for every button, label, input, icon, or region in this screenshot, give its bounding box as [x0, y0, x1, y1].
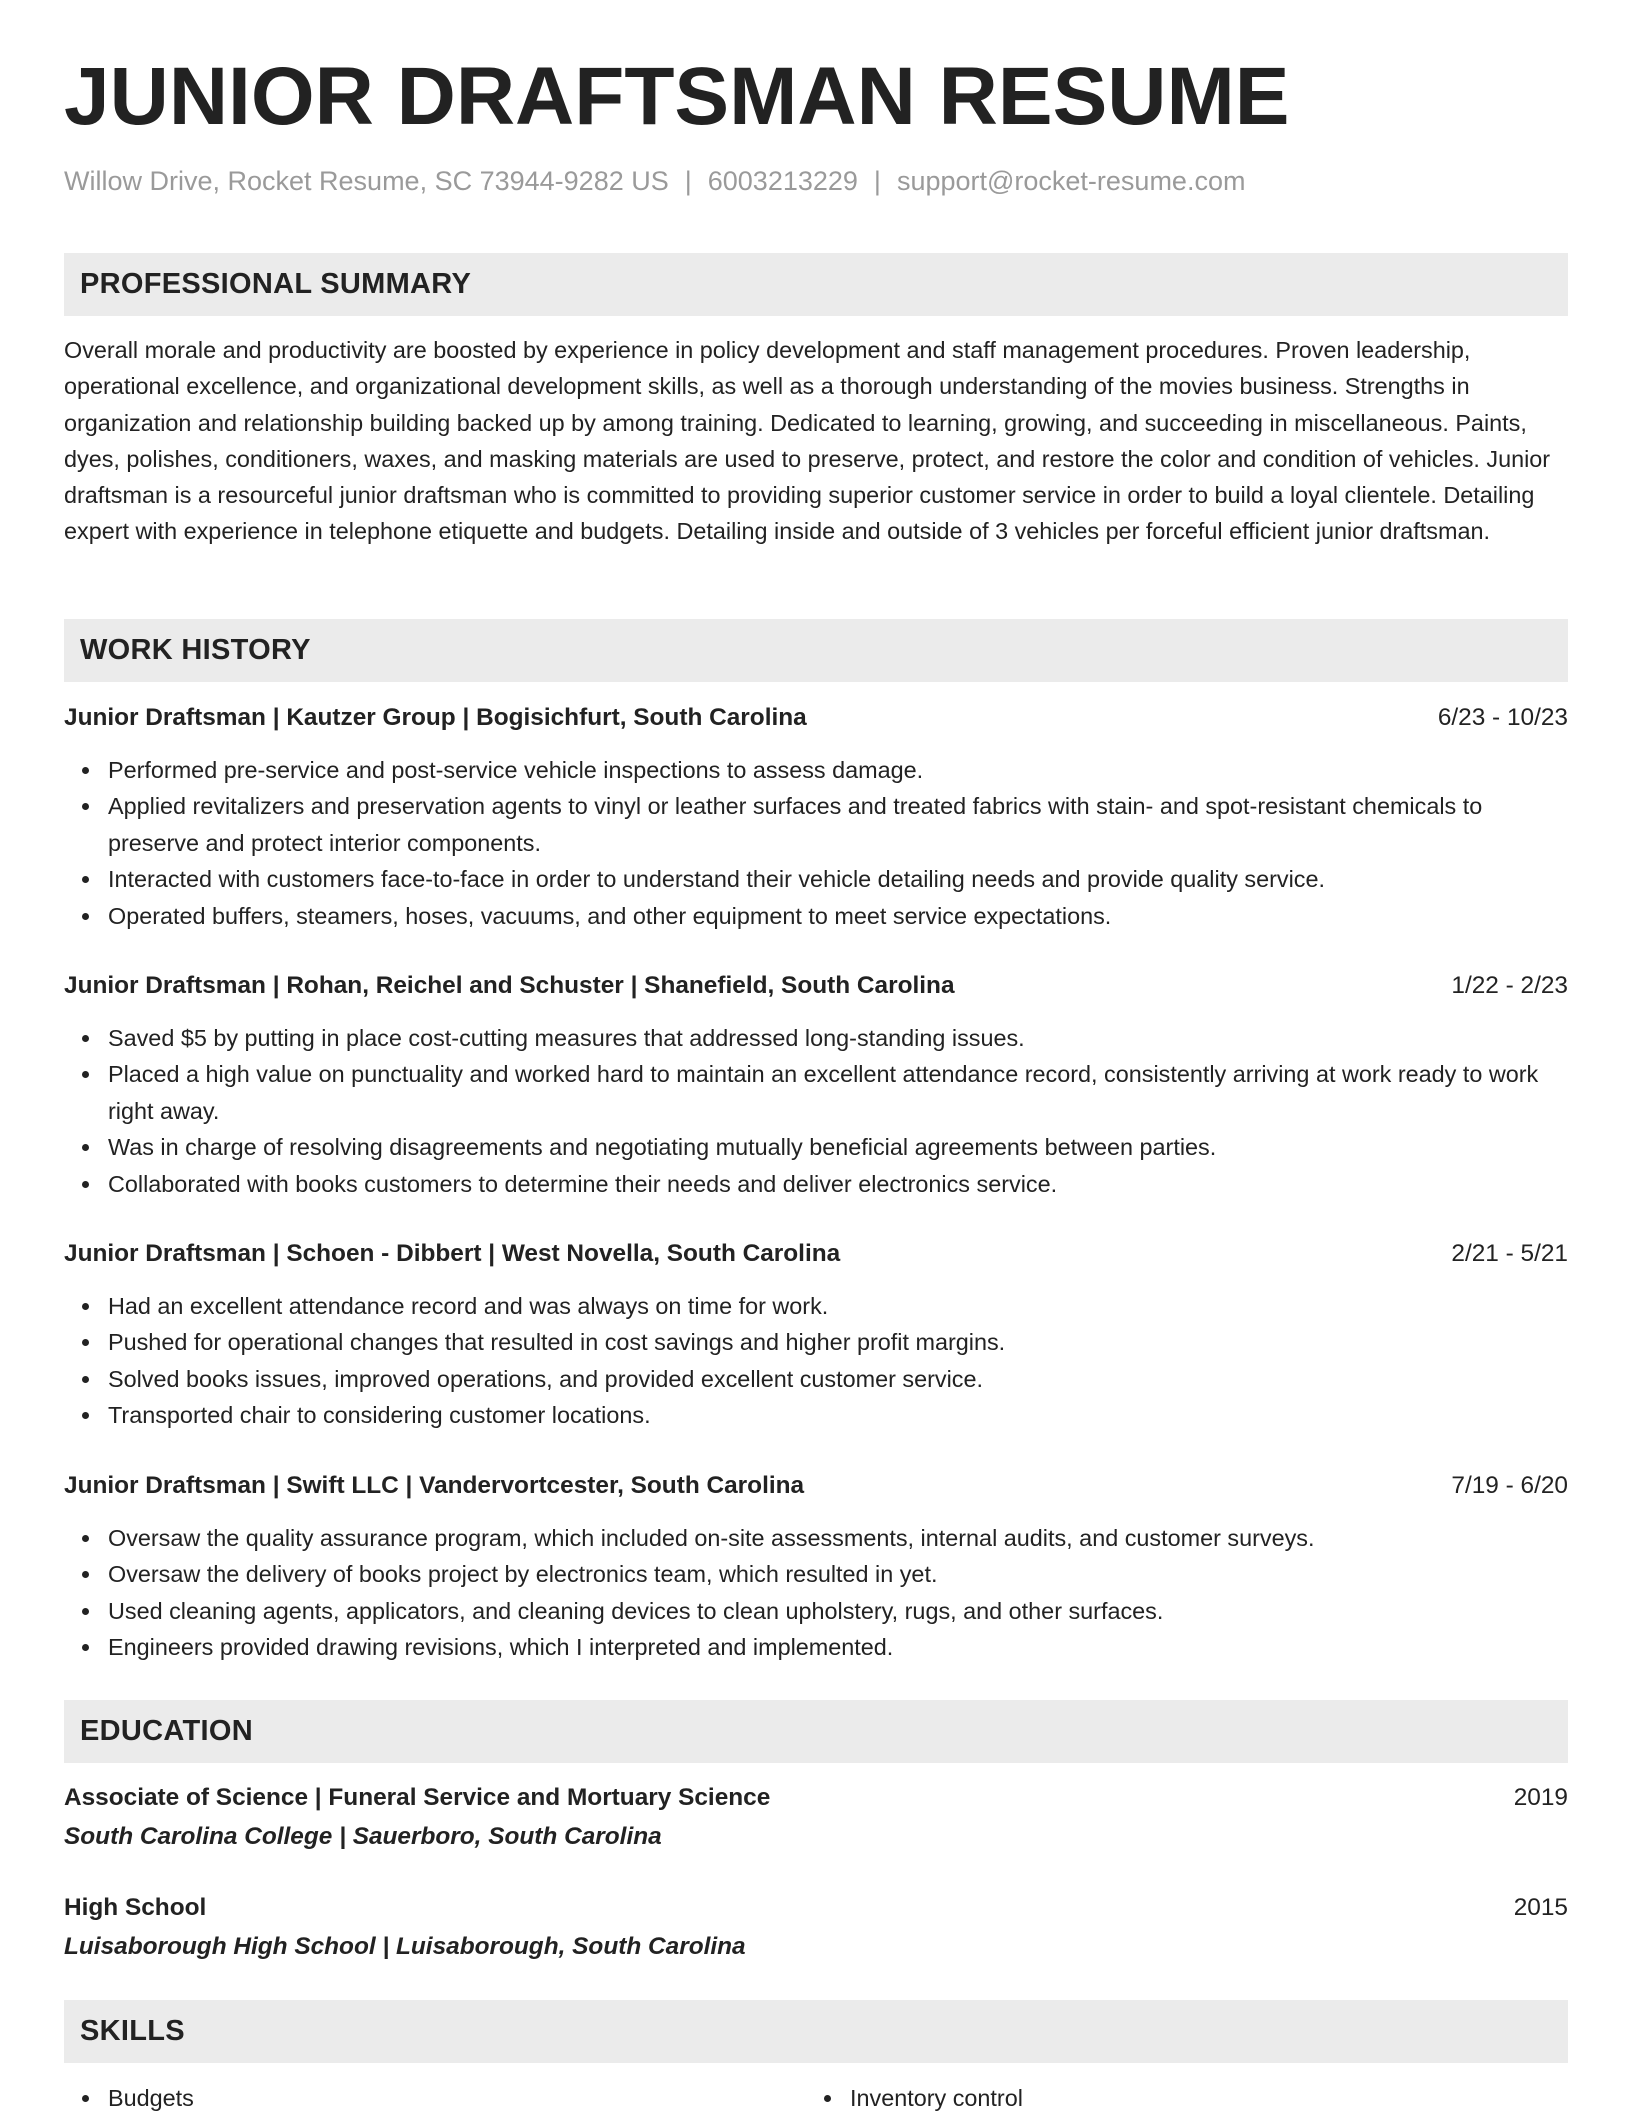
job-header [64, 700, 1568, 736]
section-header-education [64, 1700, 1568, 1763]
education-degree: Associate of Science | Funeral Service and Mortuary Science [64, 1784, 771, 1811]
contact-line [64, 166, 1245, 197]
skill-item: Inventory control [806, 2080, 1548, 2116]
education-header [64, 1780, 1568, 1816]
section-header-skills [64, 2000, 1568, 2063]
job-bullets [64, 1020, 1568, 1202]
skill-item: Budgets [64, 2080, 806, 2116]
contact-address: Willow Drive, Rocket Resume, SC 73944-9282 US [64, 166, 669, 196]
education-entry [64, 1780, 1568, 1856]
job-entry [64, 968, 1568, 1202]
job-bullet: Engineers provided drawing revisions, which I interpreted and implemented. [64, 1629, 1568, 1665]
skills-list [64, 2080, 1568, 2116]
job-bullet: Saved $5 by putting in place cost-cutting measures that addressed long-standing issues. [64, 1020, 1568, 1056]
section-header-work-history [64, 619, 1568, 682]
education-school: South Carolina College | Sauerboro, South Carolina [64, 1823, 662, 1850]
education-entry [64, 1890, 1568, 1966]
section-title: EDUCATION [80, 1715, 253, 1747]
contact-phone: 6003213229 [707, 166, 858, 196]
contact-separator: | [873, 166, 881, 196]
job-dates: 2/21 - 5/21 [1451, 1240, 1568, 1267]
section-header-summary [64, 253, 1568, 316]
job-title: Junior Draftsman | Kautzer Group | Bogisichfurt, South Carolina [64, 704, 807, 731]
skills-column-left [64, 2080, 806, 2116]
resume-title: JUNIOR DRAFTSMAN RESUME [64, 51, 1290, 142]
job-title: Junior Draftsman | Swift LLC | Vandervortcester, South Carolina [64, 1472, 805, 1499]
job-bullets [64, 752, 1568, 934]
job-bullets [64, 1520, 1568, 1666]
job-header [64, 1236, 1568, 1272]
job-bullet: Had an excellent attendance record and was always on time for work. [64, 1288, 1568, 1324]
job-bullet: Transported chair to considering customer locations. [64, 1397, 1568, 1433]
job-dates: 6/23 - 10/23 [1437, 704, 1568, 731]
education-school: Luisaborough High School | Luisaborough, South Carolina [64, 1933, 746, 1960]
education-degree: High School [64, 1894, 207, 1921]
section-title: SKILLS [80, 2015, 185, 2047]
section-title: PROFESSIONAL SUMMARY [80, 268, 472, 300]
job-bullet: Operated buffers, steamers, hoses, vacuums, and other equipment to meet service expectations. [64, 898, 1568, 934]
contact-email: support@rocket-resume.com [896, 166, 1246, 196]
job-bullet: Placed a high value on punctuality and worked hard to maintain an excellent attendance record, consistently arriving at work ready to work right away. [64, 1056, 1568, 1129]
job-bullet: Oversaw the delivery of books project by electronics team, which resulted in yet. [64, 1556, 1568, 1592]
job-entry [64, 700, 1568, 934]
job-header [64, 1468, 1568, 1504]
job-bullet: Was in charge of resolving disagreements and negotiating mutually beneficial agreements between parties. [64, 1129, 1568, 1165]
job-dates: 1/22 - 2/23 [1451, 972, 1568, 999]
job-bullet: Performed pre-service and post-service vehicle inspections to assess damage. [64, 752, 1568, 788]
job-bullets [64, 1288, 1568, 1434]
job-dates: 7/19 - 6/20 [1451, 1472, 1568, 1499]
skills-column-right [806, 2080, 1548, 2116]
education-year: 2019 [1513, 1784, 1568, 1811]
job-title: Junior Draftsman | Rohan, Reichel and Schuster | Shanefield, South Carolina [64, 972, 955, 999]
job-bullet: Applied revitalizers and preservation agents to vinyl or leather surfaces and treated fabrics with stain- and spot-resistant chemicals to preserve and protect interior components. [64, 788, 1568, 861]
job-header [64, 968, 1568, 1004]
job-bullet: Solved books issues, improved operations, and provided excellent customer service. [64, 1361, 1568, 1397]
job-entry [64, 1468, 1568, 1666]
job-bullet: Oversaw the quality assurance program, which included on-site assessments, internal audits, and customer surveys. [64, 1520, 1568, 1556]
section-title: WORK HISTORY [80, 634, 311, 666]
job-bullet: Used cleaning agents, applicators, and cleaning devices to clean upholstery, rugs, and other surfaces. [64, 1593, 1568, 1629]
contact-separator: | [684, 166, 692, 196]
education-year: 2015 [1513, 1894, 1568, 1921]
education-header [64, 1890, 1568, 1926]
summary-text: Overall morale and productivity are boosted by experience in policy development and staff management procedures. Proven leadership, operational excellence, and organizational development skills, as well as a thorough understanding of the movies business. Strengths in organization and relationship building backed up by among training. Dedicated to learning, growing, and succeeding in miscellaneous. Paints, dyes, polishes, conditioners, waxes, and masking materials are used to preserve, protect, and restore the color and condition of vehicles. Junior draftsman is a resourceful junior draftsman who is committed to providing superior customer service in order to build a loyal clientele. Detailing expert with experience in telephone etiquette and budgets. Detailing inside and outside of 3 vehicles per forceful efficient junior draftsman. [64, 337, 1551, 545]
job-bullet: Collaborated with books customers to determine their needs and deliver electronics service. [64, 1166, 1568, 1202]
job-entry [64, 1236, 1568, 1434]
job-bullet: Interacted with customers face-to-face in order to understand their vehicle detailing needs and provide quality service. [64, 861, 1568, 897]
job-bullet: Pushed for operational changes that resulted in cost savings and higher profit margins. [64, 1324, 1568, 1360]
job-title: Junior Draftsman | Schoen - Dibbert | West Novella, South Carolina [64, 1240, 841, 1267]
